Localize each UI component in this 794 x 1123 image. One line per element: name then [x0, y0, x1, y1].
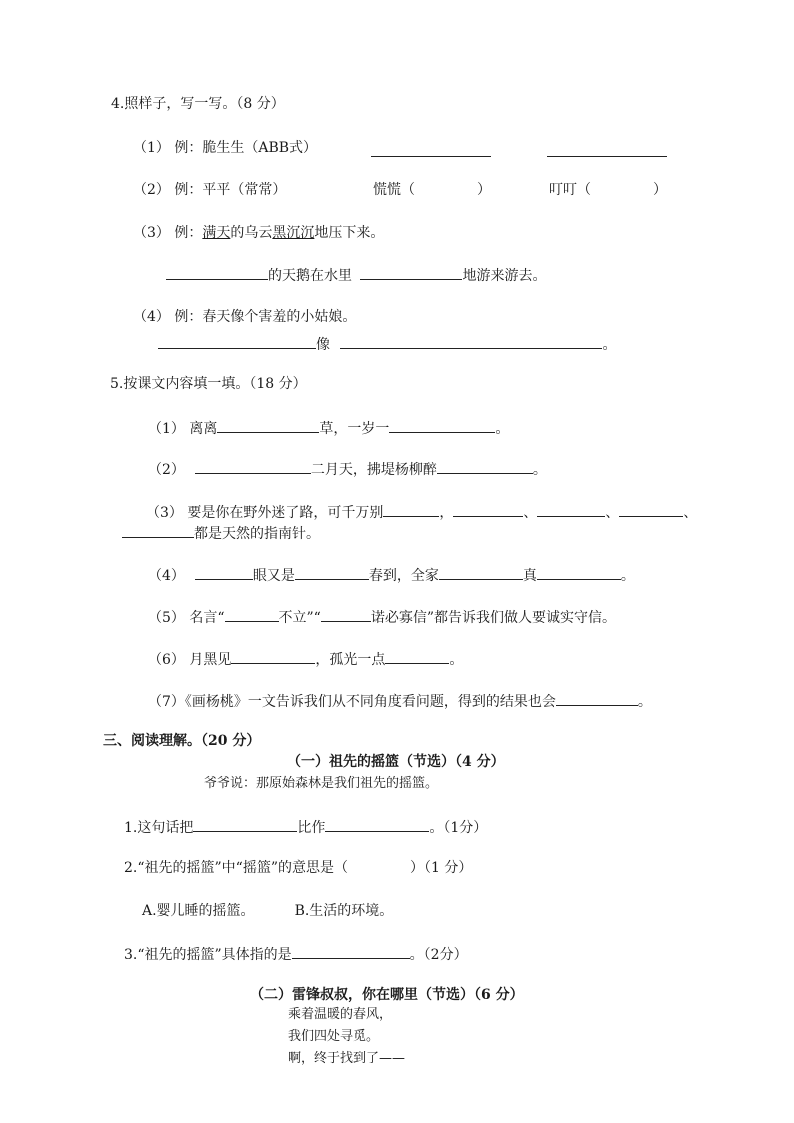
p1-options	[142, 901, 393, 921]
q5-i2-blank-1[interactable]	[195, 458, 311, 474]
q4-e4-xiang: 像	[316, 337, 330, 353]
q5-i4-blank-4[interactable]	[537, 564, 621, 580]
q5-i5-blank-1[interactable]	[225, 606, 279, 622]
passage-1-quote: 爷爷说：那原始森林是我们祖先的摇篮。	[204, 776, 439, 791]
q4-e3-underlined-2: 黑沉沉	[272, 225, 315, 241]
q5-i1-b: 草，一岁一	[319, 421, 390, 437]
q4-e4-end: 。	[602, 337, 617, 353]
poem-line-1: 乘着温暖的春风，	[288, 1007, 393, 1022]
q5-item-4	[148, 564, 635, 586]
p1-q2-b: ）（1 分）	[410, 860, 473, 876]
q5-i6-b: ，孤光一点	[315, 652, 386, 668]
q5-i3-blank-2[interactable]	[453, 501, 523, 517]
q4-e1-label: （1） 例：脆生生（ABB式）	[133, 140, 318, 156]
q5-i2-a: （2）	[148, 462, 185, 478]
q5-i5-blank-2[interactable]	[321, 606, 371, 622]
q5-i5-a: （5） 名言“	[148, 610, 225, 626]
p1-q3-blank[interactable]	[292, 943, 410, 959]
q5-i3-a: （3） 要是你在野外迷了路，可千万别	[146, 505, 384, 521]
q4-example-1	[133, 138, 317, 158]
q4-e3-underlined-1: 满天	[202, 225, 231, 241]
poem-line-3: 啊，终于找到了——	[288, 1051, 406, 1066]
q5-i3-line2: 都是天然的指南针。	[194, 526, 320, 542]
q5-title: 5.按课文内容填一填。（18 分）	[110, 376, 307, 392]
q5-i2-blank-2[interactable]	[437, 458, 533, 474]
q4-e3-ans2: 地游来游去。	[462, 268, 547, 284]
q5-i4-a: （4）	[148, 568, 185, 584]
p1-q1-b: 比作	[297, 820, 326, 836]
q4-e3-ans1: 的天鹅在水里	[268, 268, 352, 284]
q5-i7-a: （7）《画杨桃》一文告诉我们从不同角度看问题，得到的结果也会	[148, 694, 556, 710]
q4-e2-b-close: ）	[653, 182, 667, 198]
p1-q1-a: 1.这句话把	[124, 820, 194, 836]
q5-i3-dun-3: 、	[683, 505, 698, 521]
q5-i3-dun-1: 、	[523, 505, 538, 521]
q5-item-1	[148, 417, 509, 439]
q5-i2-end: 。	[532, 462, 547, 478]
q4-e3-mid-1: 的乌云	[230, 225, 273, 241]
p1-q2-a: 2.“祖先的摇篮”中“摇篮”的意思是（	[124, 860, 348, 876]
p1-q1-blank-2[interactable]	[325, 816, 429, 832]
q5-i1-blank-1[interactable]	[217, 417, 319, 433]
q4-e3-blank-2[interactable]	[360, 264, 462, 280]
q4-e3-label: （3） 例：	[133, 225, 203, 241]
q4-e1-blank-1[interactable]	[371, 141, 491, 157]
q5-i1-end: 。	[495, 421, 510, 437]
q5-item-2	[148, 458, 547, 480]
q4-e4-blank-2[interactable]	[340, 333, 602, 349]
q5-item-3-line-2	[122, 522, 320, 544]
p1-q1-c: 。（1分）	[429, 820, 488, 836]
q4-e1-blank-2[interactable]	[547, 141, 667, 157]
q5-item-7	[148, 690, 652, 712]
q4-example-3	[133, 223, 384, 243]
q5-i2-b: 二月天，拂堤杨柳醉	[310, 462, 437, 478]
q5-i3-blank-4[interactable]	[619, 501, 683, 517]
q5-i5-c: 诺必寡信”都告诉我们做人要诚实守信。	[370, 610, 616, 626]
passage-2-title: （二）雷锋叔叔，你在哪里（节选）（6 分）	[250, 987, 524, 1003]
q5-i4-blank-2[interactable]	[295, 564, 369, 580]
p1-question-2	[124, 858, 472, 878]
q4-e3-mid-2: 地压下来。	[314, 225, 385, 241]
p1-option-a[interactable]: A.婴儿睡的摇篮。	[142, 903, 255, 919]
q5-i6-blank-1[interactable]	[231, 648, 315, 664]
q4-e2-a-text: 慌慌（	[373, 182, 415, 198]
q4-title: 4.照样子，写一写。（8 分）	[111, 96, 285, 112]
q5-i3-comma: ，	[439, 505, 454, 521]
q5-i4-d: 真	[522, 568, 537, 584]
q5-i4-blank-3[interactable]	[439, 564, 523, 580]
q4-e4-label: （4） 例：春天像个害羞的小姑娘。	[133, 309, 357, 325]
q5-i5-b: 不立”“	[278, 610, 321, 626]
q4-e2-a-close: ）	[477, 182, 491, 198]
q5-item-5	[148, 606, 616, 628]
p1-question-1	[124, 816, 487, 838]
q4-e4-answer	[158, 333, 616, 355]
q5-i4-blank-1[interactable]	[195, 564, 253, 580]
q4-example-2	[133, 180, 286, 200]
q4-e2-item-a	[373, 180, 491, 200]
q5-i3-blank-5[interactable]	[122, 522, 194, 538]
q4-example-4	[133, 307, 356, 327]
q5-i6-a: （6） 月黑见	[148, 652, 232, 668]
p1-q3-b: 。（2分）	[409, 947, 468, 963]
q4-e2-item-b	[549, 180, 667, 200]
q5-item-3	[146, 501, 697, 523]
q5-i7-end: 。	[637, 694, 652, 710]
q5-i4-c: 春到，全家	[368, 568, 439, 584]
q4-e2-b-text: 叮叮（	[549, 182, 591, 198]
q5-i4-b: 眼又是	[252, 568, 295, 584]
p1-option-b[interactable]: B.生活的环境。	[294, 903, 394, 919]
q4-e3-answer	[166, 264, 546, 286]
q4-e3-blank-1[interactable]	[166, 264, 268, 280]
q5-i3-blank-3[interactable]	[537, 501, 605, 517]
section-3-title: 三、阅读理解。（20 分）	[103, 733, 261, 749]
poem-line-2: 我们四处寻觅。	[288, 1029, 380, 1044]
q5-item-6	[148, 648, 463, 670]
q5-i1-a: （1） 离离	[148, 421, 218, 437]
q5-i3-dun-2: 、	[605, 505, 620, 521]
q5-i7-blank-1[interactable]	[556, 690, 638, 706]
p1-q1-blank-1[interactable]	[193, 816, 297, 832]
q5-i3-blank-1[interactable]	[383, 501, 439, 517]
q5-i6-blank-2[interactable]	[385, 648, 449, 664]
q5-i1-blank-2[interactable]	[389, 417, 495, 433]
q4-e4-blank-1[interactable]	[158, 333, 316, 349]
q5-i6-end: 。	[449, 652, 464, 668]
q5-i4-end: 。	[620, 568, 635, 584]
p1-q3-a: 3.“祖先的摇篮”具体指的是	[124, 947, 292, 963]
p1-question-3	[124, 943, 468, 965]
passage-1-title: （一）祖先的摇篮（节选）（4 分）	[287, 754, 505, 770]
q4-e2-label: （2） 例：平平（常常）	[133, 182, 287, 198]
